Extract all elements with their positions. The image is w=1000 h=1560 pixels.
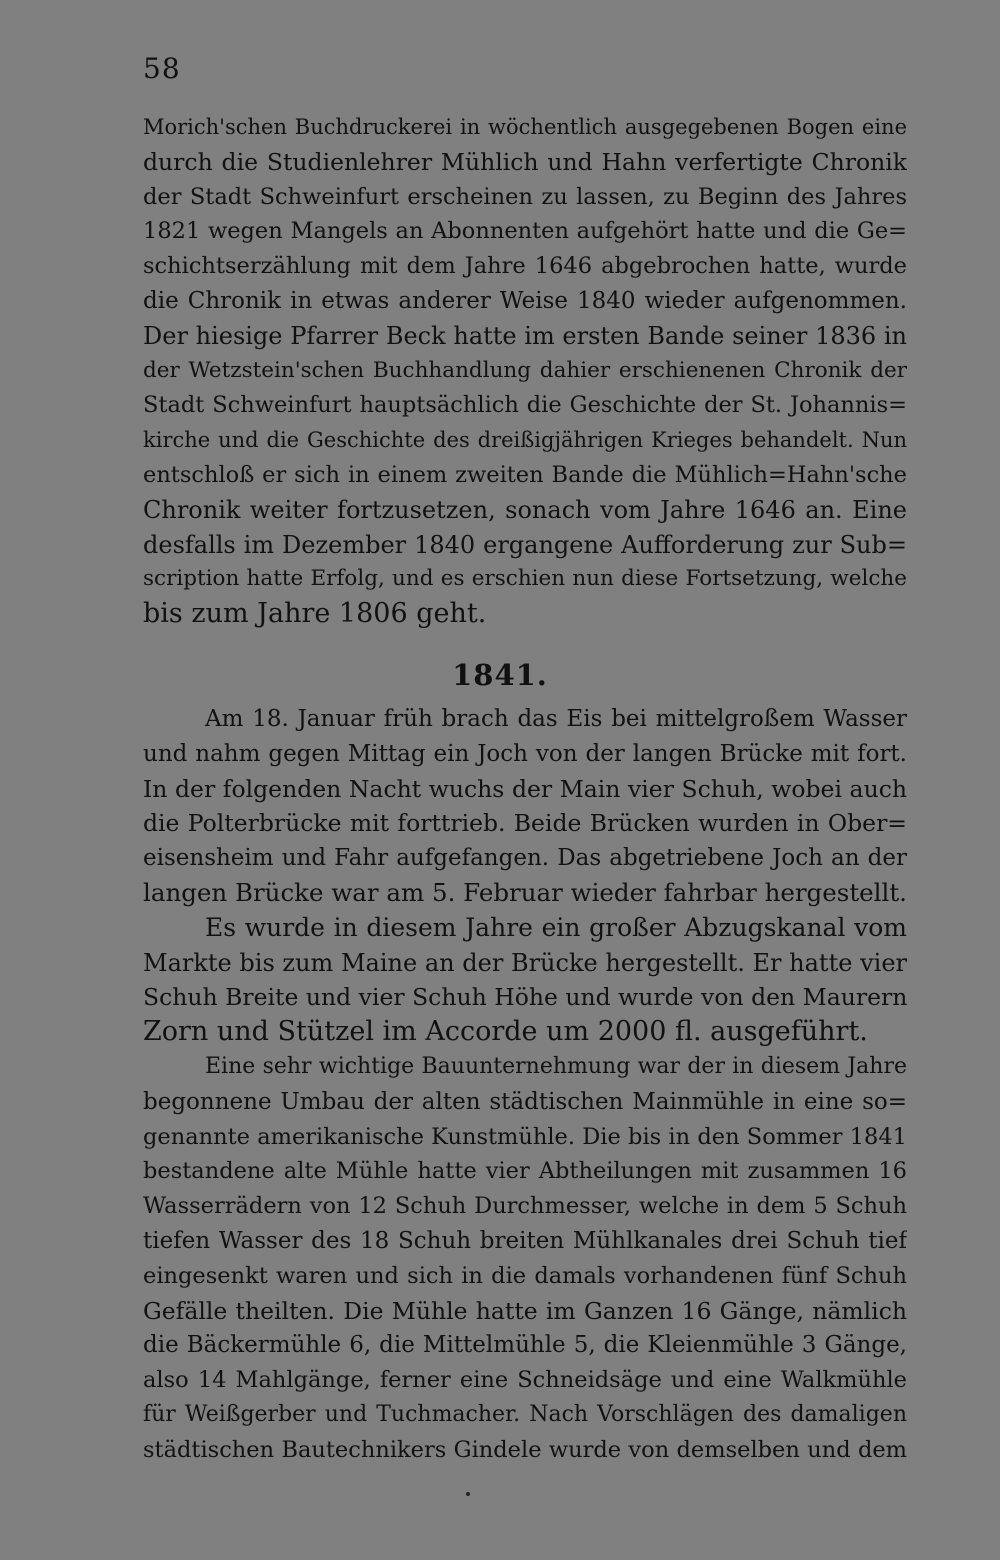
text-line: Am 18. Januar früh brach das Eis bei mittelgroßem Wasser [205,706,907,732]
text-line: desfalls im Dezember 1840 ergangene Aufforderung zur Sub= [143,530,907,559]
text-line: Schuh Breite und vier Schuh Höhe und wurde von den Maurern [143,983,907,1012]
print-speck [466,1492,470,1496]
text-line: schichtserzählung mit dem Jahre 1646 abgebrochen hatte, wurde [143,253,907,280]
text-line: also 14 Mahlgänge, ferner eine Schneidsäge und eine Walkmühle [143,1367,907,1394]
text-line: durch die Studienlehrer Mühlich und Hahn verfertigte Chronik [143,147,907,176]
text-line: bis zum Jahre 1806 geht. [143,598,487,630]
text-line: Stadt Schweinfurt hauptsächlich die Geschichte der St. Johannis= [143,392,907,419]
text-line: begonnene Umbau der alten städtischen Mainmühle in eine so= [143,1088,907,1115]
text-line: bestandene alte Mühle hatte vier Abtheilungen mit zusammen 16 [143,1158,907,1185]
text-line: Markte bis zum Maine an der Brücke hergestellt. Er hatte vier [143,948,907,977]
page-number: 58 [143,52,181,85]
text-line: der Stadt Schweinfurt erscheinen zu lassen, zu Beginn des Jahres [143,183,907,210]
text-line: städtischen Bautechnikers Gindele wurde von demselben und dem [143,1436,907,1463]
text-line: eingesenkt waren und sich in die damals vorhandenen fünf Schuh [143,1262,907,1289]
text-line: Es wurde in diesem Jahre ein großer Abzugskanal vom [205,912,907,942]
text-line: eisensheim und Fahr aufgefangen. Das abgetriebene Joch an der [143,845,907,872]
text-line: der Wetzstein'schen Buchhandlung dahier erschienenen Chronik der [143,357,907,383]
text-line: die Bäckermühle 6, die Mittelmühle 5, die Kleienmühle 3 Gänge, [143,1332,907,1359]
text-line: scription hatte Erfolg, und es erschien nun diese Fortsetzung, welche [143,566,907,592]
text-line: genannte amerikanische Kunstmühle. Die bis in den Sommer 1841 [143,1123,907,1150]
text-line: Eine sehr wichtige Bauunternehmung war der in diesem Jahre [205,1053,907,1079]
section-body [143,702,907,1468]
text-line: die Polterbrücke mit forttrieb. Beide Brücken wurden in Ober= [143,809,907,838]
text-line: Zorn und Stützel im Accorde um 2000 fl. ausgeführt. [143,1016,868,1048]
text-line: Der hiesige Pfarrer Beck hatte im ersten Bande seiner 1836 in [143,321,907,350]
text-line: kirche und die Geschichte des dreißigjährigen Krieges behandelt. Nun [143,428,907,453]
text-line: Morich'schen Buchdruckerei in wöchentlich ausgegebenen Bogen eine [143,115,907,139]
text-line: Gefälle theilten. Die Mühle hatte im Ganzen 16 Gänge, nämlich [143,1296,907,1325]
text-line: für Weißgerber und Tuchmacher. Nach Vorschlägen des damaligen [143,1401,907,1427]
text-line: In der folgenden Nacht wuchs der Main vier Schuh, wobei auch [143,774,907,803]
text-line: Wasserrädern von 12 Schuh Durchmesser, welche in dem 5 Schuh [143,1193,907,1220]
section-heading-year: 1841. [452,658,548,692]
text-line: 1821 wegen Mangels an Abonnenten aufgehört hatte und die Ge= [143,218,907,245]
intro-paragraph [143,110,907,632]
text-line: Chronik weiter fortzusetzen, sonach vom Jahre 1646 an. Eine [143,495,907,524]
text-line: tiefen Wasser des 18 Schuh breiten Mühlkanales drei Schuh tief [143,1227,907,1254]
text-line: langen Brücke war am 5. Februar wieder fahrbar hergestellt. [143,877,907,907]
text-line: und nahm gegen Mittag ein Joch von der langen Brücke mit fort. [143,740,907,767]
text-line: entschloß er sich in einem zweiten Bande die Mühlich=Hahn'sche [143,461,907,488]
text-line: die Chronik in etwas anderer Weise 1840 wieder aufgenommen. [143,287,907,314]
